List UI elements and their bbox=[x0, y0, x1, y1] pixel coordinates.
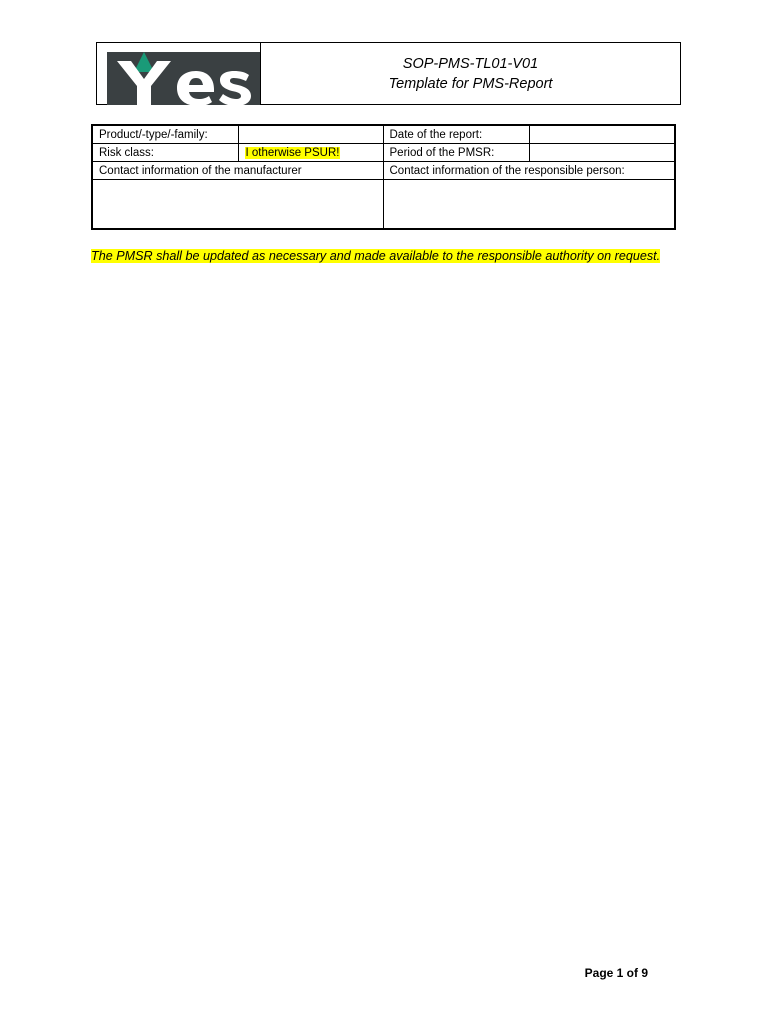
risk-class-label: Risk class: bbox=[92, 144, 238, 162]
product-value bbox=[238, 125, 383, 144]
document-title: Template for PMS-Report bbox=[388, 76, 553, 92]
page-number: Page 1 of 9 bbox=[584, 966, 648, 980]
table-row bbox=[92, 144, 675, 162]
table-row bbox=[92, 180, 675, 230]
manufacturer-contact-label: Contact information of the manufacturer bbox=[92, 162, 383, 180]
document-header bbox=[96, 42, 681, 105]
risk-class-value-cell bbox=[238, 144, 383, 162]
report-date-value bbox=[529, 125, 675, 144]
responsible-person-contact-label: Contact information of the responsible person: bbox=[383, 162, 675, 180]
logo-cell bbox=[97, 43, 261, 104]
report-date-label: Date of the report: bbox=[383, 125, 529, 144]
responsible-person-contact-value bbox=[383, 180, 675, 230]
document-title-block bbox=[261, 43, 680, 104]
document-code: SOP-PMS-TL01-V01 bbox=[402, 56, 539, 72]
table-row bbox=[92, 125, 675, 144]
report-info-table bbox=[91, 124, 676, 230]
product-label: Product/-type/-family: bbox=[92, 125, 238, 144]
note-text: The PMSR shall be updated as necessary and made available to the responsible authority on request. bbox=[91, 249, 661, 263]
pmsr-period-value bbox=[529, 144, 675, 162]
pmsr-update-note bbox=[91, 247, 681, 265]
table-row bbox=[92, 162, 675, 180]
pmsr-period-label: Period of the PMSR: bbox=[383, 144, 529, 162]
manufacturer-contact-value bbox=[92, 180, 383, 230]
company-logo bbox=[107, 52, 260, 105]
risk-class-value: I otherwise PSUR! bbox=[245, 146, 340, 159]
